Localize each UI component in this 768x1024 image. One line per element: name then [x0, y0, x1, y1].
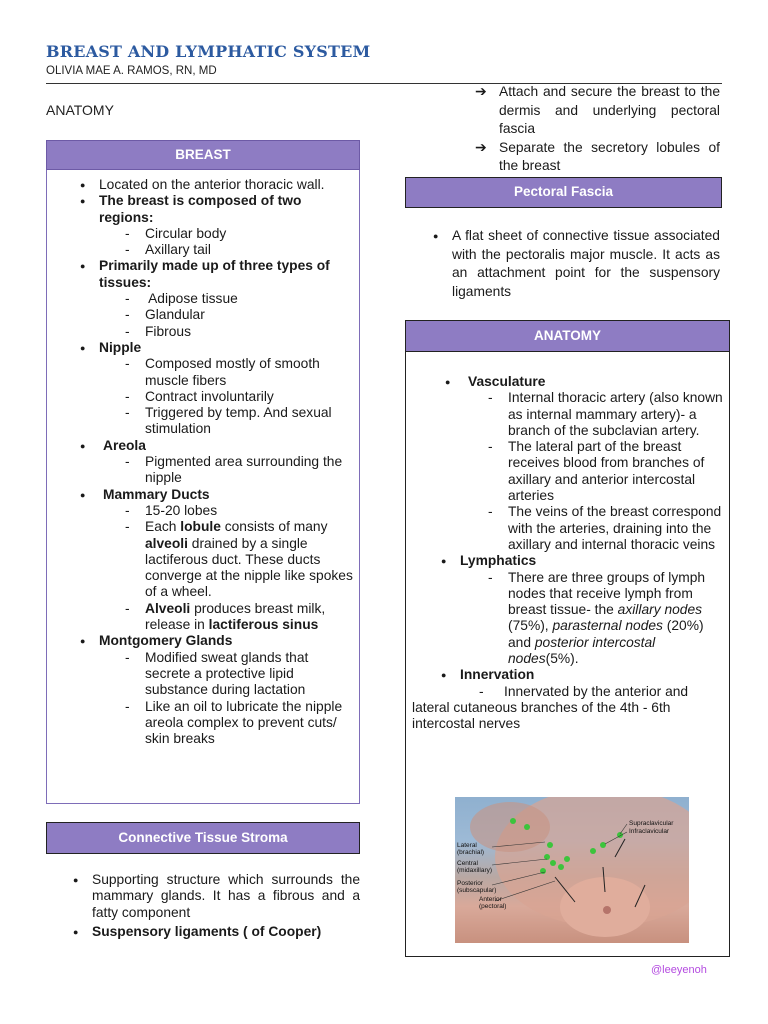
label-anterior-sub: (pectoral) — [479, 903, 507, 910]
label-infraclavicular: Infraclavicular — [629, 828, 670, 835]
list-item: ➔ Attach and secure the breast to the dermis and underlying pectoral fascia — [475, 84, 720, 136]
list-item: - Internal thoracic artery (also known as internal mammary artery)- a branch of the subclavian artery. — [484, 390, 724, 439]
list-item: ● Montgomery Glands - Modified sweat glands that secrete a protective lipid substance during lactation - Like an oil to lubricate the nipple areola complex to prevent cuts/ skin breaks — [75, 633, 353, 747]
pectoral-fascia-header: Pectoral Fascia — [405, 177, 722, 208]
list-item: - Circular body — [121, 226, 353, 242]
list-item: ● Vasculature - Internal thoracic artery (also known as internal mammary artery)- a branch of the subclavian artery. - The lateral part of the breast receives blood from branches of axillary and anterior intercostal arteries - The veins of the breast correspond with the arteries, draining into the axillary and internal thoracic veins — [440, 374, 724, 553]
figure-illustration — [455, 797, 689, 943]
list-item: ● Primarily made up of three types of tissues: - Adipose tissue - Glandular - Fibrous — [75, 258, 353, 339]
list-item: ● Innervation — [436, 667, 724, 683]
document-title: BREAST AND LYMPHATIC SYSTEM — [46, 42, 371, 61]
arrow-right-icon: ➔ — [475, 84, 487, 99]
list-item: ● Nipple - Composed mostly of smooth muscle fibers - Contract involuntarily - Triggered by temp. And sexual stimulation — [75, 340, 353, 438]
breast-list — [75, 177, 353, 747]
list-item: ● Suspensory ligaments ( of Cooper) — [68, 924, 360, 940]
label-supraclavicular: Supraclavicular — [629, 820, 674, 827]
node-dot — [547, 842, 553, 848]
list-item: ● A flat sheet of connective tissue associated with the pectoralis major muscle. It acts as an attachment point for the suspensory ligaments — [428, 227, 720, 301]
list-item: - Axillary tail — [121, 242, 353, 258]
breast-header: BREAST — [46, 140, 360, 170]
list-item: - Like an oil to lubricate the nipple areola complex to prevent cuts/ skin breaks — [121, 699, 353, 748]
list-item: - Composed mostly of smooth muscle fibers — [121, 356, 353, 389]
list-item: ● Supporting structure which surrounds the mammary glands. It has a fibrous and a fatty component — [68, 872, 360, 921]
node-dot — [558, 864, 564, 870]
label-anterior: Anterior — [479, 896, 502, 903]
label-central: Central — [457, 860, 478, 867]
cooper-function-list — [475, 83, 720, 176]
arrow-right-icon: ➔ — [475, 139, 487, 155]
label-lateral: Lateral — [457, 842, 477, 849]
list-item: - Alveoli produces breast milk, release in lactiferous sinus — [121, 601, 353, 634]
node-dot — [550, 860, 556, 866]
node-dot — [590, 848, 596, 854]
stroma-header: Connective Tissue Stroma — [46, 822, 360, 854]
list-item: - Pigmented area surrounding the nipple — [121, 454, 353, 487]
node-dot — [524, 824, 530, 830]
nipple-shape — [603, 906, 611, 914]
list-item: ● Mammary Ducts - 15-20 lobes - Each lobule consists of many alveoli drained by a single lactiferous duct. These ducts converge at the nipple like spokes of a wheel. - Alveoli produces breast milk, release in lactiferous sinus — [75, 487, 353, 634]
stroma-list — [68, 872, 360, 940]
list-item: - Fibrous — [121, 324, 353, 340]
list-item: - Modified sweat glands that secrete a protective lipid substance during lactation — [121, 650, 353, 699]
breast-panel — [46, 170, 360, 804]
list-item: - There are three groups of lymph nodes that receive lymph from breast tissue- the axillary nodes (75%), parasternal nodes (20%) and posterior intercostal nodes(5%). — [484, 570, 724, 668]
list-item: ● Areola - Pigmented area surrounding the nipple — [75, 438, 353, 487]
list-item: ● The breast is composed of two regions: - Circular body - Axillary tail — [75, 193, 353, 258]
list-item: - The lateral part of the breast receives blood from branches of axillary and anterior intercostal arteries — [484, 439, 724, 504]
author-handle: @leeyenoh — [651, 964, 707, 976]
list-item: - Glandular — [121, 307, 353, 323]
list-item: - Adipose tissue — [121, 291, 353, 307]
list-item: - Contract involuntarily — [121, 389, 353, 405]
list-item: - Triggered by temp. And sexual stimulation — [121, 405, 353, 438]
list-item: ➔ Separate the secretory lobules of the breast — [475, 139, 720, 173]
label-posterior: Posterior — [457, 880, 484, 887]
label-posterior-sub: (subscapular) — [457, 887, 497, 894]
label-lateral-sub: (brachial) — [457, 849, 485, 856]
list-item: - Each lobule consists of many alveoli drained by a single lactiferous duct. These ducts converge at the nipple like spokes of a wheel. — [121, 519, 353, 600]
fascia-list — [428, 227, 720, 301]
list-item: - The veins of the breast correspond with the arteries, draining into the axillary and internal thoracic veins — [484, 504, 724, 553]
innervation-text: - Innervated by the anterior and lateral cutaneous branches of the 4th - 6th intercostal nerves — [412, 683, 689, 732]
anatomy-header: ANATOMY — [405, 320, 730, 352]
node-dot — [564, 856, 570, 862]
lymph-node-figure — [455, 797, 689, 943]
list-item: ● Located on the anterior thoracic wall. — [75, 177, 353, 193]
section-label: ANATOMY — [46, 102, 114, 118]
list-item: ● Lymphatics - There are three groups of lymph nodes that receive lymph from breast tissue- the axillary nodes (75%), parasternal nodes (20%) and posterior intercostal nodes(5%). — [436, 553, 724, 667]
anatomy-content — [412, 374, 724, 733]
author-line: OLIVIA MAE A. RAMOS, RN, MD — [46, 65, 217, 77]
label-central-sub: (midaxillary) — [457, 867, 493, 874]
node-dot — [600, 842, 606, 848]
list-item: - 15-20 lobes — [121, 503, 353, 519]
node-dot — [510, 818, 516, 824]
arm-shape — [470, 802, 550, 852]
